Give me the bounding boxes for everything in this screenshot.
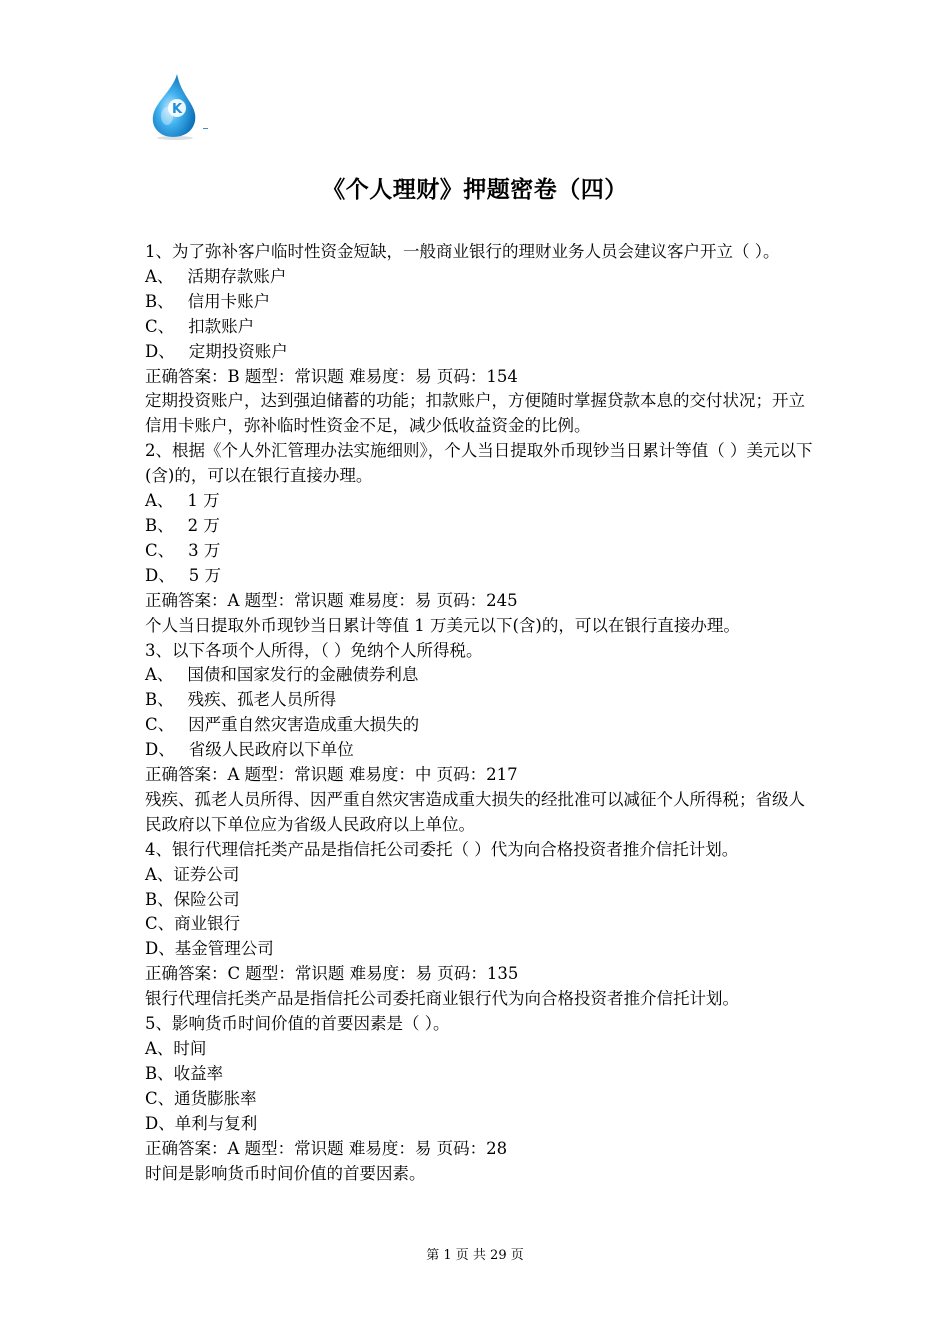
option: D、 省级人民政府以下单位	[145, 740, 354, 760]
page-footer: 第 1 页 共 29 页	[426, 1248, 524, 1263]
logo-underline	[203, 128, 208, 129]
question-stem: 2、根据《个人外汇管理办法实施细则》，个人当日提取外币现钞当日累计等值（ ）美元以下(含)的，可以在银行直接办理。	[145, 441, 813, 486]
question-stem: 3、以下各项个人所得，（ ）免纳个人所得税。	[145, 640, 483, 660]
option: D、 5 万	[145, 565, 221, 585]
option: A、证券公司	[145, 864, 240, 884]
option: A、 1 万	[145, 491, 220, 511]
option: B、 2 万	[145, 515, 220, 535]
option: D、单利与复利	[145, 1113, 258, 1133]
explanation: 个人当日提取外币现钞当日累计等值 1 万美元以下(含)的，可以在银行直接办理。	[145, 615, 740, 635]
answer-line: 正确答案：A 题型：常识题 难易度：易 页码：28	[145, 1138, 508, 1158]
explanation: 定期投资账户，达到强迫储蓄的功能；扣款账户，方便随时掌握贷款本息的交付状况；开立信用卡账户，弥补临时性资金不足，减少低收益资金的比例。	[145, 391, 805, 436]
answer-line: 正确答案：C 题型：常识题 难易度：易 页码：135	[145, 964, 519, 984]
option: B、保险公司	[145, 889, 240, 909]
explanation: 时间是影响货币时间价值的首要因素。	[145, 1163, 426, 1183]
option: A、 活期存款账户	[145, 266, 287, 286]
logo-letter: K	[171, 102, 183, 117]
water-drop-icon	[145, 72, 203, 140]
option: C、通货膨胀率	[145, 1088, 257, 1108]
question-list	[145, 240, 820, 1186]
option: D、基金管理公司	[145, 939, 274, 959]
option: C、 3 万	[145, 540, 221, 560]
option: D、 定期投资账户	[145, 341, 288, 361]
option: B、 信用卡账户	[145, 291, 271, 311]
question-stem: 4、银行代理信托类产品是指信托公司委托（ ）代为向合格投资者推介信托计划。	[145, 839, 739, 859]
option: A、 国债和国家发行的金融债券利息	[145, 665, 419, 685]
option: C、商业银行	[145, 914, 241, 934]
option: A、时间	[145, 1039, 207, 1058]
option: B、收益率	[145, 1063, 224, 1083]
option: B、 残疾、孤老人员所得	[145, 690, 337, 710]
page-title: 《个人理财》押题密卷（四）	[322, 177, 628, 203]
question-stem: 5、影响货币时间价值的首要因素是（ ）。	[145, 1014, 450, 1034]
option: C、 扣款账户	[145, 316, 255, 336]
answer-line: 正确答案：B 题型：常识题 难易度：易 页码：154	[145, 366, 518, 386]
logo	[145, 72, 203, 140]
answer-line: 正确答案：A 题型：常识题 难易度：易 页码：245	[145, 590, 518, 610]
explanation: 残疾、孤老人员所得、因严重自然灾害造成重大损失的经批准可以减征个人所得税；省级人民政府以下单位应为省级人民政府以上单位。	[145, 789, 805, 834]
explanation: 银行代理信托类产品是指信托公司委托商业银行代为向合格投资者推介信托计划。	[145, 989, 739, 1009]
option: C、 因严重自然灾害造成重大损失的	[145, 715, 420, 735]
question-stem: 1、为了弥补客户临时性资金短缺，一般商业银行的理财业务人员会建议客户开立（ ）。	[145, 242, 780, 261]
answer-line: 正确答案：A 题型：常识题 难易度：中 页码：217	[145, 765, 518, 785]
